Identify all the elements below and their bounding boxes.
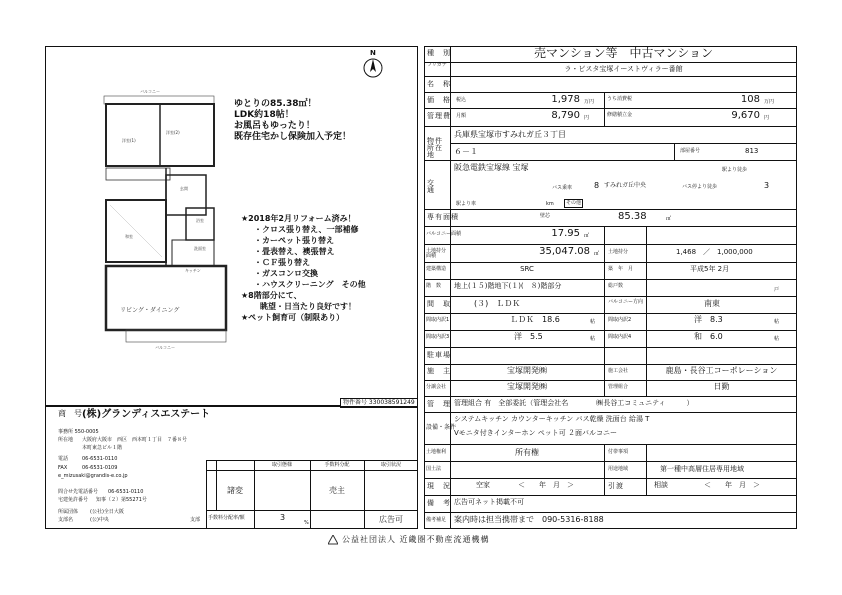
fee-unit: 円	[584, 115, 590, 121]
units-unit: 戸	[774, 287, 780, 293]
room-bath: 浴室	[196, 218, 204, 223]
property-name: ラ・ビスタ宝塚イーストヴィラー番館	[564, 65, 683, 73]
deliver-date: ＜ 年 月 ＞	[704, 481, 760, 489]
license-label: 宅建免許番号	[58, 497, 89, 503]
area-label: 専有面積	[427, 213, 459, 221]
balcony-value: 17.95	[551, 228, 580, 239]
traffic-bus: バス乗車	[552, 185, 573, 191]
highlight-2: LDK約18帖！	[234, 110, 294, 120]
contact-label: 問合せ先電話番号	[58, 489, 99, 495]
current-date: ＜ 年 月 ＞	[518, 481, 574, 489]
rooms4-unit: 帖	[774, 336, 780, 342]
land-unit: ㎡	[594, 251, 600, 257]
units-label: 総戸数	[608, 283, 624, 289]
room-living-dining: リビング・ダイニング	[120, 307, 180, 314]
equip-line-2: Vモニタ付きインターホン ペット可 ２面バルコニー	[454, 429, 617, 437]
property-type: 売マンション等 中古マンション	[534, 46, 713, 60]
reform-item-1: ・クロス張り替え、一部補修	[254, 225, 359, 234]
deliver-value: 相談	[654, 481, 668, 489]
rooms2-value: 洋 8.3	[694, 315, 723, 324]
current-value: 空家	[476, 481, 490, 489]
reform-item-4: ・ＣＦ張り替え	[254, 258, 310, 267]
balcony-unit: ㎡	[584, 233, 590, 239]
remarks-label: 備 考	[427, 499, 451, 507]
compass-label: N	[370, 49, 376, 57]
reform-extra-1: ★8階部分にて、	[241, 291, 302, 300]
traffic-bus-stop: すみれガ丘中央	[604, 182, 647, 189]
struct-value: SRC	[520, 265, 534, 273]
highlight-4: 既存住宅かし保険加入予定！	[234, 132, 352, 142]
rooms4-value: 和 6.0	[694, 332, 723, 341]
built-label: 築 年 月	[608, 266, 634, 272]
deal-header-1: 取引態様	[271, 462, 292, 468]
branch-label: 支部名	[58, 517, 74, 523]
deal-agency-value: 諸変	[227, 486, 243, 495]
compass-icon	[362, 57, 384, 79]
traffic-walk-station: 駅より徒歩	[722, 167, 748, 173]
file-number: 物件番号 330038591249	[340, 398, 418, 408]
highlight-3: お風呂もゆったり！	[234, 121, 315, 131]
reform-extra-2: 眺望・日当たり良好です！	[260, 302, 356, 311]
fee-value: 8,790	[551, 110, 580, 121]
rooms2-label: 間取内訳2	[608, 317, 632, 323]
zone-value: 第一種中高層住居専用地域	[660, 465, 744, 473]
struct-label: 建築構造	[426, 266, 447, 272]
room-kitchen: キッチン	[185, 268, 201, 273]
zone-label: 用途地域	[608, 466, 629, 472]
association-value: (公社)全日大阪	[90, 509, 124, 515]
current-label: 現 況	[427, 482, 451, 490]
deal-ratio: 3	[280, 513, 286, 522]
land-value: 35,047.08	[539, 246, 590, 257]
rooms1-label: 間取内訳1	[426, 317, 450, 323]
rooms4-label: 間取内訳4	[608, 334, 632, 340]
location-line-1: 兵庫県宝塚市すみれガ丘３丁目	[454, 130, 566, 139]
traffic-km: km	[546, 201, 554, 207]
rooms3-label: 間取内訳3	[426, 334, 450, 340]
deliver-label: 引渡	[608, 482, 624, 490]
builder-value: 鹿島・長谷工コーポレーション	[665, 366, 778, 375]
land-label: 土地持分面積	[426, 248, 447, 259]
area-sub: 壁芯	[540, 213, 551, 219]
equip-line-1: システムキッチン カウンターキッチン バス乾燥 洗面台 給湯 T	[454, 415, 650, 423]
right-value: 所有権	[515, 448, 539, 457]
attach-label: 付帯事項	[608, 449, 629, 455]
seller-value: 宝塚開発㈱	[507, 366, 547, 375]
room-balcony-top: バルコニー	[140, 89, 160, 94]
reform-item-6: ・ハウスクリーニング その他	[254, 280, 366, 289]
mgmt-label: 管 理	[427, 400, 451, 408]
address-line-1: 大阪府大阪市 西区 西本町１丁目 ７番８号	[82, 437, 188, 443]
license-value: 知事（２）第55271号	[96, 497, 147, 503]
fax-label: FAX	[58, 465, 68, 471]
room-no: 813	[745, 147, 759, 155]
remarks-value: 広告可ネット掲載不可	[454, 498, 524, 506]
layout-label: 間 取	[427, 300, 451, 308]
office-code: 事務所 550-0005	[58, 429, 99, 435]
deal-seller-value: 売主	[329, 486, 345, 495]
room-washroom: 洗面室	[194, 246, 206, 251]
land-share-label: 土地持分	[608, 249, 629, 255]
law-label: 国土法	[426, 466, 442, 472]
area-value: 85.38	[618, 211, 647, 222]
traffic-label: 交通	[427, 179, 435, 194]
mgmt-co-label: 管理組合	[608, 384, 629, 390]
deal-ratio-unit: %	[304, 520, 309, 526]
room-no-label: 部屋番号	[680, 148, 701, 154]
type-label: 種 別	[427, 49, 451, 57]
fee-sub: 月額	[456, 113, 467, 119]
sale-value: 宝塚開発㈱	[507, 382, 547, 391]
deal-header-3: 取引状況	[380, 462, 401, 468]
contact2-value: 案内時は担当携帯まで 090-5316-8188	[454, 515, 604, 524]
association-label: 所属団体	[58, 509, 79, 515]
location-label: 物件所在地	[427, 137, 443, 159]
rooms2-unit: 帖	[774, 319, 780, 325]
room-entrance: 玄関	[180, 186, 188, 191]
reform-title: ★2018年2月リフォーム済み！	[241, 214, 356, 223]
location-line-2: ６－１	[454, 147, 478, 156]
repair-value: 9,670	[731, 110, 760, 121]
price-label: 価 格	[427, 96, 451, 104]
traffic-bus-walk: バス停より徒歩	[682, 184, 718, 190]
direction-value: 南東	[704, 299, 720, 308]
deal-header-2: 手数料分配	[324, 462, 350, 468]
tel-label: 電話	[58, 456, 69, 462]
trade-name: (株)グランディスエステート	[82, 409, 211, 420]
highlight-1: ゆとりの85.38㎡！	[234, 99, 317, 109]
reform-item-5: ・ガスコンロ交換	[254, 269, 318, 278]
room-western-1: 洋室(1)	[122, 138, 136, 143]
layout-value: (３) ＬＤＫ	[474, 299, 521, 308]
sale-label: 分譲会社	[426, 384, 447, 390]
reform-extra-3: ★ペット飼育可（制限あり）	[241, 313, 345, 322]
branch-suffix: 支部	[190, 517, 201, 523]
land-share-value: 1,468 ／ 1,000,000	[676, 248, 753, 256]
room-balcony-bottom: バルコニー	[155, 345, 175, 350]
seller-label: 施 主	[427, 367, 451, 375]
mgmt-value: 管理組合 有 全部委託（管理会社名 ㈱長谷工コミュニティ ）	[454, 399, 694, 407]
branch-value: (公)中央	[90, 517, 109, 523]
room-western-2: 洋室(2)	[166, 130, 180, 135]
floors-value: 地上(１５)階地下(１)( ８)階部分	[454, 282, 562, 290]
assoc-logo-icon	[328, 535, 338, 545]
traffic-other: その他	[566, 200, 582, 206]
equip-label: 設備・条件	[426, 424, 457, 431]
fee-label: 管理費	[427, 112, 451, 120]
traffic-bus-walk-min: 3	[764, 181, 770, 190]
tax-unit: 万円	[764, 99, 775, 105]
trade-label: 商 号	[58, 409, 82, 418]
tel-value: 06-6531-0110	[82, 456, 118, 462]
traffic-line: 阪急電鉄宝塚線 宝塚	[454, 163, 529, 172]
rooms3-value: 洋 5.5	[514, 332, 543, 341]
price-value: 1,978	[551, 94, 580, 105]
builder-label: 施工会社	[608, 368, 629, 374]
contact-value: 06-6531-0110	[108, 489, 144, 495]
address-line-2: 本町東急ビル１階	[82, 445, 123, 451]
room-japanese: 和室	[125, 234, 133, 239]
email-value[interactable]: e_mizusaki@grandis-e.co.jp	[58, 473, 128, 479]
address-label: 所在地	[58, 437, 74, 443]
parking-label: 駐車場	[427, 351, 451, 359]
repair-label: 修繕積立金	[607, 112, 633, 118]
price-unit: 万円	[584, 99, 595, 105]
price-sub: 税込	[456, 97, 467, 103]
traffic-bus-min: 8	[594, 181, 600, 190]
repair-unit: 円	[764, 115, 770, 121]
balcony-label: バルコニー面積	[426, 231, 462, 237]
tax-value: 108	[740, 94, 760, 105]
deal-ratio-label: 手数料分配率/額	[208, 515, 245, 521]
tax-label: うち消費税	[607, 96, 633, 102]
direction-label: バルコニー方向	[608, 299, 644, 305]
built-value: 平成5年 2月	[690, 265, 730, 273]
floors-label: 階 数	[426, 283, 442, 289]
traffic-walk2: 駅より車	[456, 201, 477, 207]
rooms1-value: ＬＤＫ 18.6	[510, 315, 560, 324]
right-label: 土地権利	[426, 449, 447, 455]
rooms1-unit: 帖	[590, 319, 596, 325]
footer-org: 公益社団法人 近畿圏不動産流通機構	[342, 535, 490, 544]
reform-item-3: ・畳表替え、襖張替え	[254, 247, 335, 256]
fax-value: 06-6531-0109	[82, 465, 118, 471]
mgmt-co-value: 日勤	[713, 382, 730, 391]
deal-ad-value: 広告可	[379, 515, 403, 524]
reform-item-2: ・カーペット張り替え	[254, 236, 334, 245]
rooms3-unit: 帖	[590, 336, 596, 342]
name-label: 名 称	[427, 80, 451, 88]
contact2-label: 備考補足	[426, 517, 447, 523]
area-unit: ㎡	[666, 216, 672, 222]
kana-label: フリガナ	[427, 62, 447, 68]
